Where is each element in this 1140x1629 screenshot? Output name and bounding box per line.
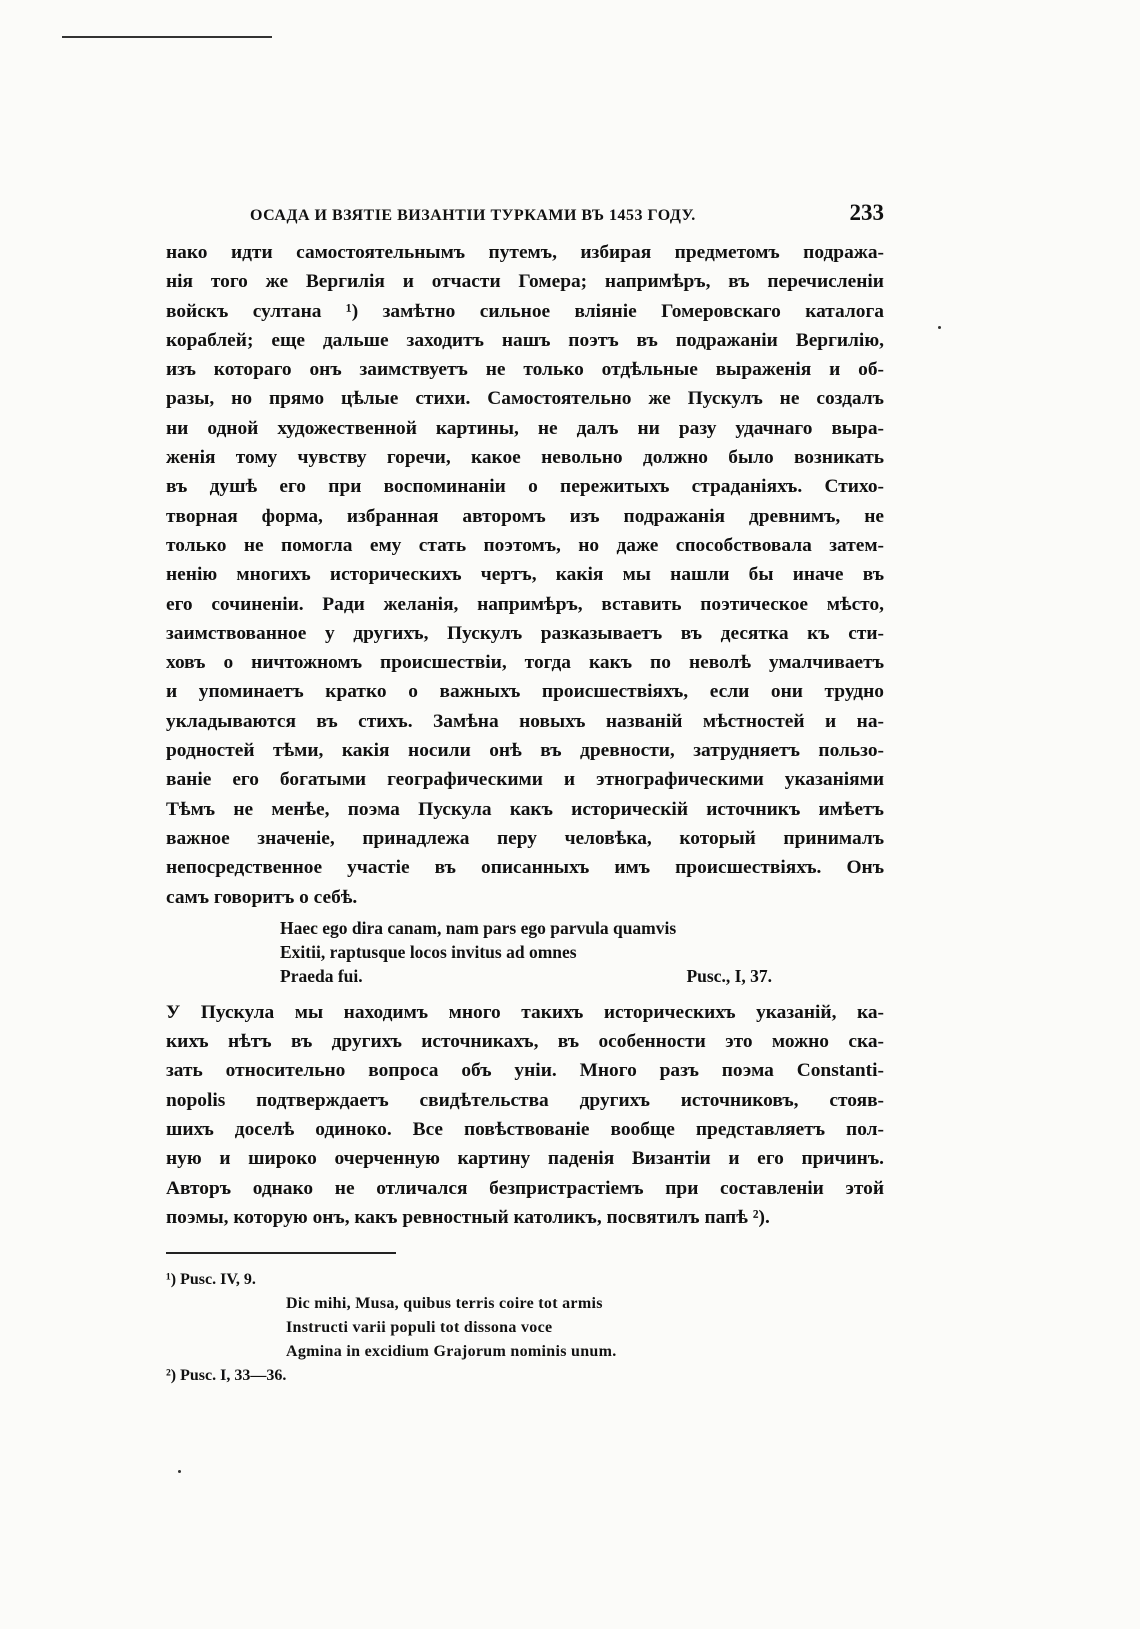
text-line: ховъ о ничтожномъ происшествіи, тогда какъ по неволѣ умалчиваетъ	[166, 652, 884, 674]
footnote-verse-line: Agmina in excidium Grajorum nominis unum.	[286, 1343, 617, 1361]
text-line: нія того же Вергилія и отчасти Гомера; напримѣръ, въ перечисленіи	[166, 271, 884, 293]
latin-quotation	[280, 916, 884, 988]
text-line: важное значеніе, принадлежа перу человѣка, который принималъ	[166, 827, 884, 849]
text-line: нако идти самостоятельнымъ путемъ, избирая предметомъ подража-	[166, 242, 884, 263]
text-line: укладываются въ стихъ. Замѣна новыхъ названій мѣстностей и на-	[166, 710, 884, 732]
text-line: родностей тѣми, какія носили онѣ въ древности, затрудняетъ пользо-	[166, 740, 884, 762]
text-line: самъ говоритъ о себѣ.	[166, 886, 358, 908]
text-line: ни одной художественной картины, не далъ ни разу удачнаго выра-	[166, 417, 884, 439]
text-line: только не помогла ему стать поэтомъ, но даже способствовала затем-	[166, 534, 884, 556]
text-line: и упоминаетъ кратко о важныхъ происшествіяхъ, если они трудно	[166, 681, 884, 703]
scan-speck	[178, 1470, 181, 1473]
running-header	[166, 200, 884, 226]
footnotes	[166, 1268, 884, 1388]
footnote-2-ref: ²) Pusc. I, 33—36.	[166, 1367, 287, 1385]
verse-citation: Pusc., I, 37.	[686, 965, 772, 986]
verse-line	[280, 964, 884, 988]
text-line: поэмы, которую онъ, какъ ревностный католикъ, посвятилъ папѣ ²).	[166, 1206, 770, 1228]
footnote-rule	[166, 1252, 396, 1254]
text-line: ненію многихъ историческихъ чертъ, какія мы нашли бы иначе въ	[166, 564, 884, 586]
footnote-1-ref: ¹) Pusc. IV, 9.	[166, 1271, 256, 1289]
text-line: ную и широко очерченную картину паденія Византіи и его причинъ.	[166, 1148, 884, 1170]
text-line: nopolis подтверждаетъ свидѣтельства другихъ источниковъ, стояв-	[166, 1089, 884, 1111]
verse-line: Haec ego dira canam, nam pars ego parvula quamvis	[280, 917, 677, 938]
footnote-verse-line: Dic mihi, Musa, quibus terris coire tot armis	[286, 1295, 603, 1313]
text-line: войскъ султана ¹) замѣтно сильное вліяніе Гомеровскаго каталога	[166, 300, 884, 322]
text-line: шихъ доселѣ одиноко. Все повѣствованіе вообще представляетъ пол-	[166, 1119, 884, 1141]
footnote-verse-line: Instructi varii populi tot dissona voce	[286, 1319, 553, 1337]
book-page	[166, 200, 884, 1388]
text-line: У Пускула мы находимъ много такихъ историческихъ указаній, ка-	[166, 1001, 884, 1023]
text-line: кораблей; еще дальше заходитъ нашъ поэтъ въ подражаніи Вергилію,	[166, 329, 884, 351]
text-line: кихъ нѣтъ въ другихъ источникахъ, въ особенности это можно ска-	[166, 1031, 884, 1053]
running-title: ОСАДА И ВЗЯТІЕ ВИЗАНТІИ ТУРКАМИ ВЪ 1453 ГОДУ.	[250, 207, 696, 224]
text-line: разы, но прямо цѣлые стихи. Самостоятельно же Пускулъ не создалъ	[166, 388, 884, 410]
text-line: Авторъ однако не отличался безпристрастіемъ при составленіи этой	[166, 1177, 884, 1199]
scan-edge-rule	[62, 36, 272, 38]
text-line: женія тому чувству горечи, какое невольно должно было возникать	[166, 447, 884, 469]
verse-line: Exitii, raptusque locos invitus ad omnes	[280, 941, 577, 962]
scan-speck	[938, 326, 941, 329]
text-line: заимствованное у другихъ, Пускулъ разказываетъ въ десятка къ сти-	[166, 622, 884, 644]
text-line: его сочиненіи. Ради желанія, напримѣръ, вставить поэтическое мѣсто,	[166, 593, 884, 615]
text-line: въ душѣ его при воспоминаніи о пережитыхъ страданіяхъ. Стихо-	[166, 476, 884, 498]
text-line: изъ котораго онъ заимствуетъ не только отдѣльные выраженія и об-	[166, 359, 884, 381]
paragraph-1	[166, 238, 884, 912]
paragraph-2	[166, 998, 884, 1232]
footnote-1-verse	[286, 1292, 884, 1364]
verse-line-text: Praeda fui.	[280, 965, 363, 986]
text-line: Тѣмъ не менѣе, поэма Пускула какъ историческій источникъ имѣетъ	[166, 798, 884, 820]
page-number: 233	[849, 200, 884, 225]
text-line: непосредственное участіе въ описанныхъ имъ происшествіяхъ. Онъ	[166, 857, 884, 879]
text-line: ваніе его богатыми географическими и этнографическими указаніями	[166, 769, 884, 791]
text-line: зать относительно вопроса объ уніи. Много разъ поэма Constanti-	[166, 1060, 884, 1082]
text-line: творная форма, избранная авторомъ изъ подражанія древнимъ, не	[166, 505, 884, 527]
